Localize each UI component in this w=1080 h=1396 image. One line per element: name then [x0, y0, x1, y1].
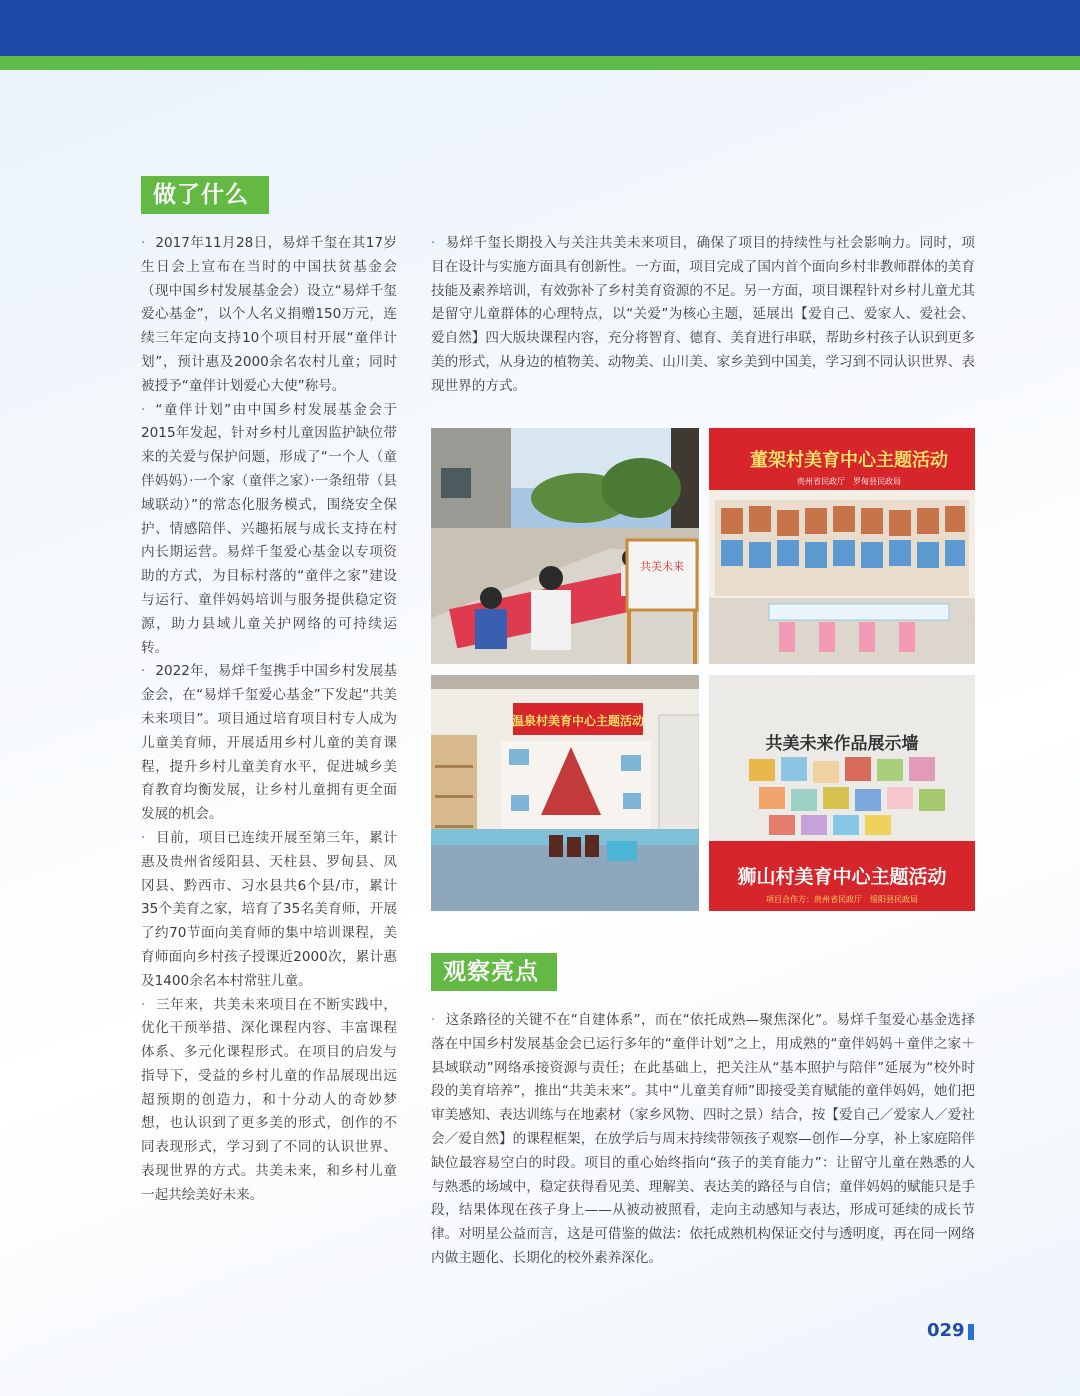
photo-shishan-exhibition [709, 675, 975, 911]
left-column [141, 232, 397, 1208]
left-paragraph-5 [141, 994, 397, 1208]
right-paragraph-intro [431, 232, 975, 399]
bullet-icon: · [141, 996, 146, 1013]
section-title-highlights: 观察亮点 [431, 953, 557, 991]
paragraph-text: 2022年，易烊千玺携手中国乡村发展基金会，在“易烊千玺爱心基金”下发起“共美未来项目”。项目通过培育项目村专人成为儿童美育师，开展适用乡村儿童的美育课程，提升乡村儿童美育水平，促进城乡美育教育均衡发展，让乡村儿童拥有更全面发展的机会。 [141, 663, 397, 823]
bullet-icon: · [141, 235, 146, 251]
header-band [0, 0, 1080, 56]
paragraph-text: 目前，项目已连续开展至第三年，累计惠及贵州省绥阳县、天柱县、罗甸县、凤冈县、黔西市、习水县共6个县/市，累计35个美育之家，培育了35名美育师，开展了约70节面向美育师的集中培训课程，美育师面向乡村孩子授课近2000次，累计惠及1400余名本村常驻儿童。 [141, 829, 397, 989]
photo-outdoor-painting [431, 428, 699, 664]
page-number: 029 [927, 1320, 965, 1341]
bullet-icon: · [141, 663, 146, 680]
bullet-icon: · [141, 401, 146, 418]
left-paragraph-2 [141, 399, 397, 661]
paragraph-text: 这条路径的关键不在“自建体系”，而在“依托成熟—聚焦深化”。易烊千玺爱心基金选择落在中国乡村发展基金会已运行多年的“童伴计划”之上，用成熟的“童伴妈妈＋童伴之家＋县域联动”网络承接资源与责任；在此基础上，把关注从“基本照护与陪伴”延展为“校外时段的美育培养”，推出“共美未来”。其中“儿童美育师”即接受美育赋能的童伴妈妈，她们把审美感知、表达训练与在地素材（家乡风物、四时之景）结合，按【爱自己／爱家人／爱社会／爱自然】的课程框架，在放学后与周末持续带领孩子观察—创作—分享，补上家庭陪伴缺位最容易空白的时段。项目的重心始终指向“孩子的美育能力”：让留守儿童在熟悉的人与熟悉的场域中，稳定获得看见美、理解美、表达美的路径与自信；童伴妈妈的赋能只是手段，结果体现在孩子身上——从被动被照看，走向主动感知与表达，形成可延续的成长节律。对明星公益而言，这是可借鉴的做法：依托成熟机构保证交付与透明度，再在同一网络内做主题化、长期化的校外素养深化。 [431, 1012, 975, 1266]
right-paragraph-highlights [431, 1009, 975, 1271]
bullet-icon: · [431, 235, 436, 251]
left-paragraph-1 [141, 232, 397, 399]
bullet-icon: · [431, 1012, 436, 1028]
photo4-banner-title: 狮山村美育中心主题活动 [737, 866, 947, 888]
header-accent-stripe [0, 56, 1080, 70]
paragraph-text: 2017年11月28日，易烊千玺在其17岁生日会上宣布在当时的中国扶贫基金会（现中国乡村发展基金会）设立“易烊千玺爱心基金”，以个人名义捐赠150万元，连续三年定向支持10个项目村开展“童伴计划”，预计惠及2000余名农村儿童；同时被授予“童伴计划爱心大使”称号。 [141, 235, 397, 394]
photo-dongjia-classroom [709, 428, 975, 664]
photo4-banner-sub: 项目合作方：贵州省民政厅 绥阳县民政局 [766, 895, 918, 904]
photo2-banner-sub: 贵州省民政厅 罗甸县民政局 [797, 477, 901, 486]
paragraph-text: 三年来，共美未来项目在不断实践中，优化干预举措、深化课程内容、丰富课程体系、多元化课程形式。在项目的启发与指导下，受益的乡村儿童的作品展现出远超预期的创造力，和十分动人的奇妙梦想，也认识到了更多美的形式，创作的不同表现形式，学习到了不同的认识世界、表现世界的方式。共美未来，和乡村儿童一起共绘美好未来。 [141, 996, 397, 1203]
photo2-banner-title: 董架村美育中心主题活动 [750, 450, 948, 471]
photo1-sign-text: 共美未来 [640, 560, 684, 573]
paragraph-text: 易烊千玺长期投入与关注共美未来项目，确保了项目的持续性与社会影响力。同时，项目在设计与实施方面具有创新性。一方面，项目完成了国内首个面向乡村非教师群体的美育技能及素养培训，有效弥补了乡村美育资源的不足。另一方面，项目课程针对乡村儿童尤其是留守儿童群体的心理特点，以“关爱”为核心主题，延展出【爱自己、爱家人、爱社会、爱自然】四大版块课程内容，充分将智育、德育、美育进行串联，帮助乡村孩子认识到更多美的形式，从身边的植物美、动物美、山川美、家乡美到中国美，学习到不同认识世界、表现世界的方式。 [431, 235, 975, 394]
left-paragraph-4 [141, 827, 397, 994]
bullet-icon: · [141, 829, 146, 846]
photo3-banner-title: 温泉村美育中心主题活动 [511, 714, 645, 728]
right-top-column [431, 232, 975, 399]
photo4-wall-title: 共美未来作品展示墙 [765, 734, 919, 754]
photo-wenquan-art-room [431, 675, 699, 911]
right-bottom-column [431, 1009, 975, 1271]
left-paragraph-3 [141, 660, 397, 827]
section-title-what-done: 做了什么 [141, 176, 269, 214]
paragraph-text: “童伴计划”由中国乡村发展基金会于2015年发起，针对乡村儿童因监护缺位带来的关爱与保护问题，形成了“一个人（童伴妈妈）·一个家（童伴之家）·一条纽带（县域联动）”的常态化服务模式，围绕安全保护、情感陪伴、兴趣拓展与成长支持在村内长期运营。易烊千玺爱心基金以专项资助的方式，为目标村落的“童伴之家”建设与运行、童伴妈妈培训与服务提供稳定资源，助力县域儿童关护网络的可持续运转。 [141, 401, 397, 656]
page-number-marker [968, 1324, 974, 1340]
